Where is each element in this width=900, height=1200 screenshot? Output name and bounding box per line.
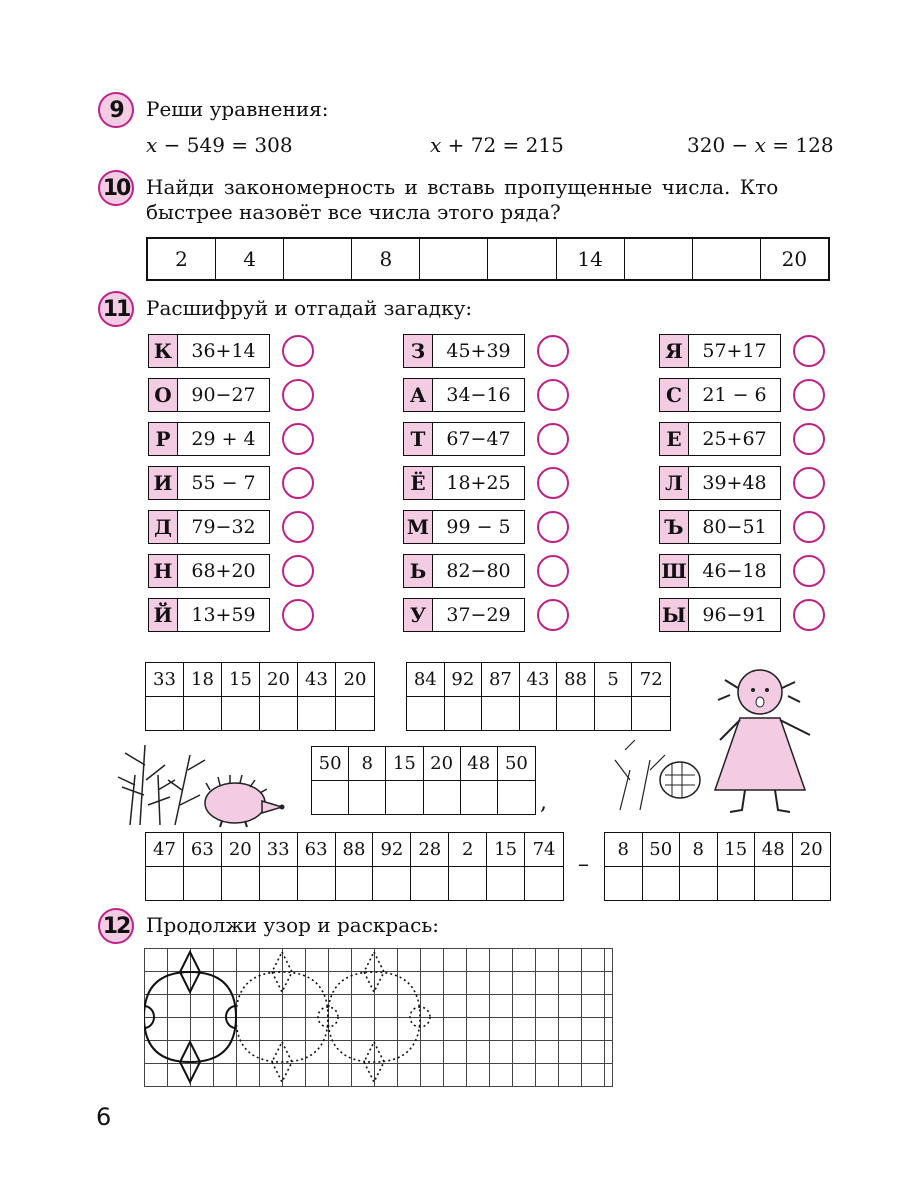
- cipher-letter: Ы: [659, 598, 689, 632]
- answer-circle[interactable]: [793, 555, 825, 587]
- cipher-card: [659, 334, 825, 368]
- code-number-cell: 8: [680, 833, 718, 867]
- answer-circle[interactable]: [282, 511, 314, 543]
- cipher-expression: 82−80: [433, 554, 525, 588]
- code-number-cell: 63: [298, 833, 336, 867]
- cipher-letter: З: [403, 334, 433, 368]
- code-answer-cell[interactable]: [793, 867, 831, 900]
- cipher-expression: 79−32: [178, 510, 270, 544]
- cipher-letter: К: [148, 334, 178, 368]
- answer-circle[interactable]: [537, 423, 569, 455]
- code-number-cell: 8: [349, 747, 386, 781]
- code-answer-cell[interactable]: [146, 867, 184, 900]
- cipher-letter: Е: [659, 422, 689, 456]
- comma: ,: [540, 790, 547, 815]
- task-11-heading: Расшифруй и отгадай загадку:: [146, 296, 473, 320]
- answer-circle[interactable]: [282, 599, 314, 631]
- cipher-card: [659, 422, 825, 456]
- answer-circle[interactable]: [537, 467, 569, 499]
- cipher-letter: Н: [148, 554, 178, 588]
- task-10-line-2: быстрее назовёт все числа этого ряда?: [146, 200, 561, 224]
- cipher-card: [659, 554, 825, 588]
- code-answer-cell[interactable]: [386, 781, 423, 814]
- code-number-cell: 92: [373, 833, 411, 867]
- code-number-cell: 50: [312, 747, 349, 781]
- code-number-cell: 15: [222, 663, 260, 697]
- cipher-card: [148, 334, 314, 368]
- cipher-expression: 21 − 6: [689, 378, 781, 412]
- code-number-cell: 28: [411, 833, 449, 867]
- girl-illustration: [610, 660, 830, 820]
- cipher-card: [659, 510, 825, 544]
- sequence-cell-blank[interactable]: [692, 239, 760, 279]
- cipher-card: [403, 334, 569, 368]
- answer-circle[interactable]: [793, 599, 825, 631]
- code-answer-cell[interactable]: [146, 697, 184, 730]
- code-number-cell: 88: [557, 663, 595, 697]
- code-answer-cell[interactable]: [411, 867, 449, 900]
- sequence-cell-blank[interactable]: [283, 239, 351, 279]
- cipher-card: [403, 510, 569, 544]
- code-number-cell: 2: [449, 833, 487, 867]
- code-answer-cell[interactable]: [222, 697, 260, 730]
- cipher-expression: 99 − 5: [433, 510, 525, 544]
- code-number-cell: 63: [184, 833, 222, 867]
- page-number: 6: [96, 1103, 112, 1131]
- answer-circle[interactable]: [793, 423, 825, 455]
- answer-circle[interactable]: [282, 467, 314, 499]
- number-sequence: [146, 237, 830, 281]
- task-9-heading: Реши уравнения:: [146, 97, 329, 121]
- code-number-cell: 33: [260, 833, 298, 867]
- code-number-cell: 33: [146, 663, 184, 697]
- code-answer-cell[interactable]: [605, 867, 643, 900]
- cipher-expression: 67−47: [433, 422, 525, 456]
- cipher-expression: 55 − 7: [178, 466, 270, 500]
- cipher-card: [403, 466, 569, 500]
- code-answer-cell[interactable]: [373, 867, 411, 900]
- cipher-card: [403, 422, 569, 456]
- cipher-expression: 37−29: [433, 598, 525, 632]
- code-answer-cell[interactable]: [222, 867, 260, 900]
- sequence-cell: 8: [351, 239, 419, 279]
- cipher-letter: Л: [659, 466, 689, 500]
- code-number-cell: 84: [407, 663, 445, 697]
- cipher-letter: Ь: [403, 554, 433, 588]
- cipher-card: [659, 466, 825, 500]
- code-number-cell: 43: [298, 663, 336, 697]
- pattern-drawing: [144, 948, 444, 1086]
- code-answer-cell[interactable]: [336, 867, 374, 900]
- task-11-badge: 11: [98, 291, 134, 327]
- code-answer-cell[interactable]: [349, 781, 386, 814]
- cipher-card: [403, 554, 569, 588]
- code-number-cell: 20: [793, 833, 831, 867]
- cipher-expression: 96−91: [689, 598, 781, 632]
- code-number-cell: 20: [424, 747, 461, 781]
- sequence-cell: 14: [556, 239, 624, 279]
- code-answer-cell[interactable]: [680, 867, 718, 900]
- code-table-5: [604, 832, 831, 901]
- code-answer-cell[interactable]: [184, 867, 222, 900]
- code-number-cell: 88: [336, 833, 374, 867]
- cipher-expression: 90−27: [178, 378, 270, 412]
- cipher-expression: 68+20: [178, 554, 270, 588]
- cipher-letter: Я: [659, 334, 689, 368]
- cipher-card: [659, 598, 825, 632]
- answer-circle[interactable]: [537, 379, 569, 411]
- code-answer-cell[interactable]: [445, 697, 483, 730]
- code-answer-cell[interactable]: [643, 867, 681, 900]
- code-number-cell: 18: [184, 663, 222, 697]
- code-number-cell: 74: [525, 833, 563, 867]
- code-table-4: [145, 832, 564, 901]
- code-answer-cell[interactable]: [482, 697, 520, 730]
- cipher-expression: 18+25: [433, 466, 525, 500]
- equation-1: x − 549 = 308: [146, 133, 293, 157]
- answer-circle[interactable]: [793, 511, 825, 543]
- code-number-cell: 8: [605, 833, 643, 867]
- task-9-badge: 9: [98, 92, 134, 128]
- cipher-card: [148, 554, 314, 588]
- code-answer-cell[interactable]: [260, 697, 298, 730]
- cipher-letter: М: [403, 510, 433, 544]
- code-answer-cell[interactable]: [520, 697, 558, 730]
- sequence-cell: 2: [175, 247, 188, 271]
- code-answer-cell[interactable]: [461, 781, 498, 814]
- sequence-cell: 4: [215, 239, 283, 279]
- equation-3: 320 − x = 128: [687, 133, 834, 157]
- code-number-cell: 15: [718, 833, 756, 867]
- cipher-card: [148, 466, 314, 500]
- answer-circle[interactable]: [793, 467, 825, 499]
- code-answer-cell[interactable]: [260, 867, 298, 900]
- cipher-card: [148, 378, 314, 412]
- cipher-card: [148, 422, 314, 456]
- code-table-1: [145, 662, 375, 731]
- cipher-expression: 45+39: [433, 334, 525, 368]
- cipher-letter: С: [659, 378, 689, 412]
- code-answer-cell[interactable]: [184, 697, 222, 730]
- answer-circle[interactable]: [282, 335, 314, 367]
- cipher-expression: 57+17: [689, 334, 781, 368]
- code-number-cell: 72: [632, 663, 670, 697]
- cipher-letter: И: [148, 466, 178, 500]
- answer-circle[interactable]: [282, 423, 314, 455]
- cipher-letter: А: [403, 378, 433, 412]
- code-number-cell: 20: [336, 663, 374, 697]
- code-number-cell: 47: [146, 833, 184, 867]
- task-10-badge: 10: [98, 170, 134, 206]
- code-number-cell: 43: [520, 663, 558, 697]
- cipher-letter: Й: [148, 598, 178, 632]
- answer-circle[interactable]: [537, 599, 569, 631]
- code-number-cell: 87: [482, 663, 520, 697]
- cipher-expression: 34−16: [433, 378, 525, 412]
- answer-circle[interactable]: [793, 379, 825, 411]
- code-answer-cell[interactable]: [312, 781, 349, 814]
- cipher-card: [403, 598, 569, 632]
- sequence-cell-blank[interactable]: [624, 239, 692, 279]
- cipher-expression: 39+48: [689, 466, 781, 500]
- sequence-cell-blank[interactable]: [419, 239, 487, 279]
- cipher-card: [403, 378, 569, 412]
- code-answer-cell[interactable]: [525, 867, 563, 900]
- code-answer-cell[interactable]: [424, 781, 461, 814]
- code-answer-cell[interactable]: [557, 697, 595, 730]
- cipher-expression: 25+67: [689, 422, 781, 456]
- code-number-cell: 92: [445, 663, 483, 697]
- code-number-cell: 48: [461, 747, 498, 781]
- cipher-card: [148, 510, 314, 544]
- code-answer-cell[interactable]: [336, 697, 374, 730]
- answer-circle[interactable]: [537, 511, 569, 543]
- cipher-letter: Т: [403, 422, 433, 456]
- cipher-card: [148, 598, 314, 632]
- cipher-expression: 13+59: [178, 598, 270, 632]
- code-answer-cell[interactable]: [407, 697, 445, 730]
- equation-2: x + 72 = 215: [430, 133, 564, 157]
- cipher-expression: 36+14: [178, 334, 270, 368]
- code-answer-cell[interactable]: [718, 867, 756, 900]
- code-number-cell: 15: [386, 747, 423, 781]
- task-10-line-1: Найди закономерность и вставь пропущенные числа. Кто: [146, 175, 779, 199]
- answer-circle[interactable]: [282, 555, 314, 587]
- answer-circle[interactable]: [537, 555, 569, 587]
- code-number-cell: 15: [487, 833, 525, 867]
- code-number-cell: 20: [222, 833, 260, 867]
- hedgehog-illustration: [110, 735, 300, 830]
- cipher-letter: У: [403, 598, 433, 632]
- cipher-letter: О: [148, 378, 178, 412]
- cipher-card: [659, 378, 825, 412]
- code-number-cell: 48: [755, 833, 793, 867]
- cipher-letter: Ш: [659, 554, 689, 588]
- code-answer-cell[interactable]: [449, 867, 487, 900]
- code-answer-cell[interactable]: [487, 867, 525, 900]
- cipher-expression: 80−51: [689, 510, 781, 544]
- code-number-cell: 5: [595, 663, 633, 697]
- code-number-cell: 20: [260, 663, 298, 697]
- dash: –: [578, 852, 589, 877]
- cipher-letter: Ъ: [659, 510, 689, 544]
- sequence-cell: 20: [760, 239, 828, 279]
- code-table-3: [311, 746, 536, 815]
- sequence-cell-blank[interactable]: [487, 239, 555, 279]
- cipher-letter: Д: [148, 510, 178, 544]
- task-12-heading: Продолжи узор и раскрась:: [146, 913, 439, 937]
- answer-circle[interactable]: [282, 379, 314, 411]
- cipher-expression: 29 + 4: [178, 422, 270, 456]
- code-answer-cell[interactable]: [498, 781, 535, 814]
- cipher-expression: 46−18: [689, 554, 781, 588]
- cipher-letter: Р: [148, 422, 178, 456]
- code-answer-cell[interactable]: [298, 697, 336, 730]
- code-answer-cell[interactable]: [755, 867, 793, 900]
- cipher-letter: Ё: [403, 466, 433, 500]
- answer-circle[interactable]: [537, 335, 569, 367]
- code-answer-cell[interactable]: [298, 867, 336, 900]
- answer-circle[interactable]: [793, 335, 825, 367]
- code-number-cell: 50: [498, 747, 535, 781]
- code-number-cell: 50: [643, 833, 681, 867]
- task-12-badge: 12: [98, 908, 134, 944]
